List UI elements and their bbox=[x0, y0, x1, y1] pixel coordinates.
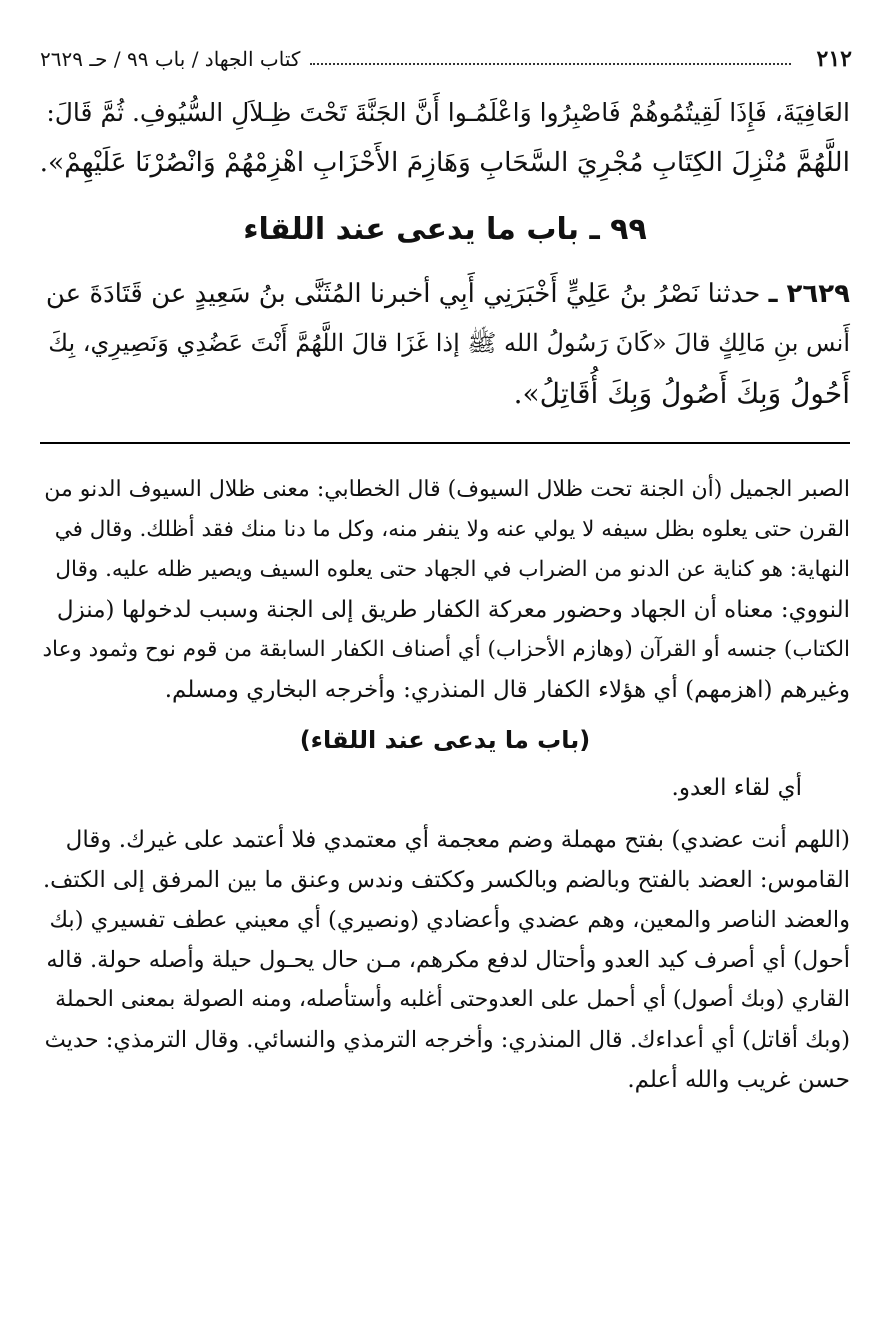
commentary-line: القرن حتى يعلوه بظل سيفه لا يولي عنه ولا ينفر منه، وكل ما دنا منك فقد أظلك. وقال في bbox=[54, 517, 850, 542]
hadith-line: أَحُولُ وَبِكَ أَصُولُ وَبِكَ أُقَاتِلُ». bbox=[513, 377, 850, 410]
commentary-line: النووي: معناه أن الجهاد وحضور معركة الكفار طريق إلى الجنة وسبب لدخولها (منزل bbox=[56, 597, 850, 623]
commentary-line: القاري (وبك أصول) أي أحمل على العدوحتى أغلبه وأستأصله، ومنه الصولة بمعنى الحملة bbox=[55, 987, 850, 1012]
commentary-line: (وبك أقاتل) أي أعداءك. قال المنذري: وأخرجه الترمذي والنسائي. وقال الترمذي: حديث bbox=[44, 1027, 850, 1053]
hadith-line bbox=[46, 279, 850, 310]
text-line: اللَّهُمَّ مُنْزِلَ الكِتَابِ مُجْرِيَ السَّحَابِ وَهَازِمَ الأَحْزَابِ اهْزِمْهُمْ وَانْصُرْنَا عَلَيْهِمْ». bbox=[39, 147, 850, 178]
footnote-divider bbox=[40, 442, 850, 444]
page-header bbox=[40, 44, 852, 74]
commentary-line: القاموس: العضد بالفتح وبالضم وبالكسر وككتف وندس وعنق ما بين المرفق إلى الكتف. bbox=[42, 867, 850, 893]
commentary-line: حسن غريب والله أعلم. bbox=[627, 1067, 850, 1093]
chapter-title: ٩٩ ـ باب ما يدعى عند اللقاء bbox=[243, 212, 647, 247]
commentary-title: (باب ما يدعى عند اللقاء) bbox=[299, 726, 591, 754]
hadith-text: حدثنا نَصْرُ بنُ عَلِيٍّ أَخْبَرَنِي أَبِي أخبرنا المُثَنَّى بنُ سَعِيدٍ عن قَتَادَةَ عن bbox=[45, 279, 761, 309]
page-number: ٢١٢ bbox=[816, 46, 852, 72]
commentary-line: الكتاب) جنسه أو القرآن (وهازم الأحزاب) أي أصناف الكفار السابقة من قوم نوح وثمود وعاد bbox=[42, 637, 850, 662]
commentary-line: النهاية: هو كناية عن الدنو من الضراب في الجهاد حتى يعلوه السيف ويصير ظله عليه. وقال bbox=[55, 557, 850, 582]
commentary-line: والعضد الناصر والمعين، وهم عضدي وأعضادي (ونصيري) أي معيني عطف تفسيري (بك bbox=[49, 907, 850, 933]
text-line: العَافِيَةَ، فَإِذَا لَقِيتُمُوهُمْ فَاصْبِرُوا وَاعْلَمُـوا أَنَّ الجَنَّةَ تَحْتَ ظِـلاَلِ السُّيُوفِ. ثُمَّ قَالَ: bbox=[46, 98, 850, 127]
commentary-line: (اللهم أنت عضدي) بفتح مهملة وضم معجمة أي معتمدي فلا أعتمد على غيرك. وقال bbox=[65, 827, 850, 853]
running-title: كتاب الجهاد / باب ٩٩ / حـ ٢٦٢٩ bbox=[40, 47, 301, 71]
commentary-line: أحول) أي أصرف كيد العدو وأحتال لدفع مكرهم، مـن حال يحـول حيلة وأصله حولة. قاله bbox=[46, 947, 850, 973]
commentary-line: الصبر الجميل (أن الجنة تحت ظلال السيوف) قال الخطابي: معنى ظلال السيوف الدنو من bbox=[44, 477, 850, 502]
commentary-line: وغيرهم (اهزمهم) أي هؤلاء الكفار قال المنذري: وأخرجه البخاري ومسلم. bbox=[164, 677, 850, 703]
hadith-line: أَنس بنِ مَالِكٍ قالَ «كَانَ رَسُولُ الله ﷺ إذا غَزَا قالَ اللَّهُمَّ أَنْتَ عَضُدِي وَنَصِيرِي، بِكَ bbox=[48, 329, 850, 357]
hadith-number: ٢٦٢٩ ـ bbox=[768, 279, 850, 309]
commentary-intro: أي لقاء العدو. bbox=[671, 775, 802, 801]
header-dotted-leader bbox=[310, 53, 790, 65]
